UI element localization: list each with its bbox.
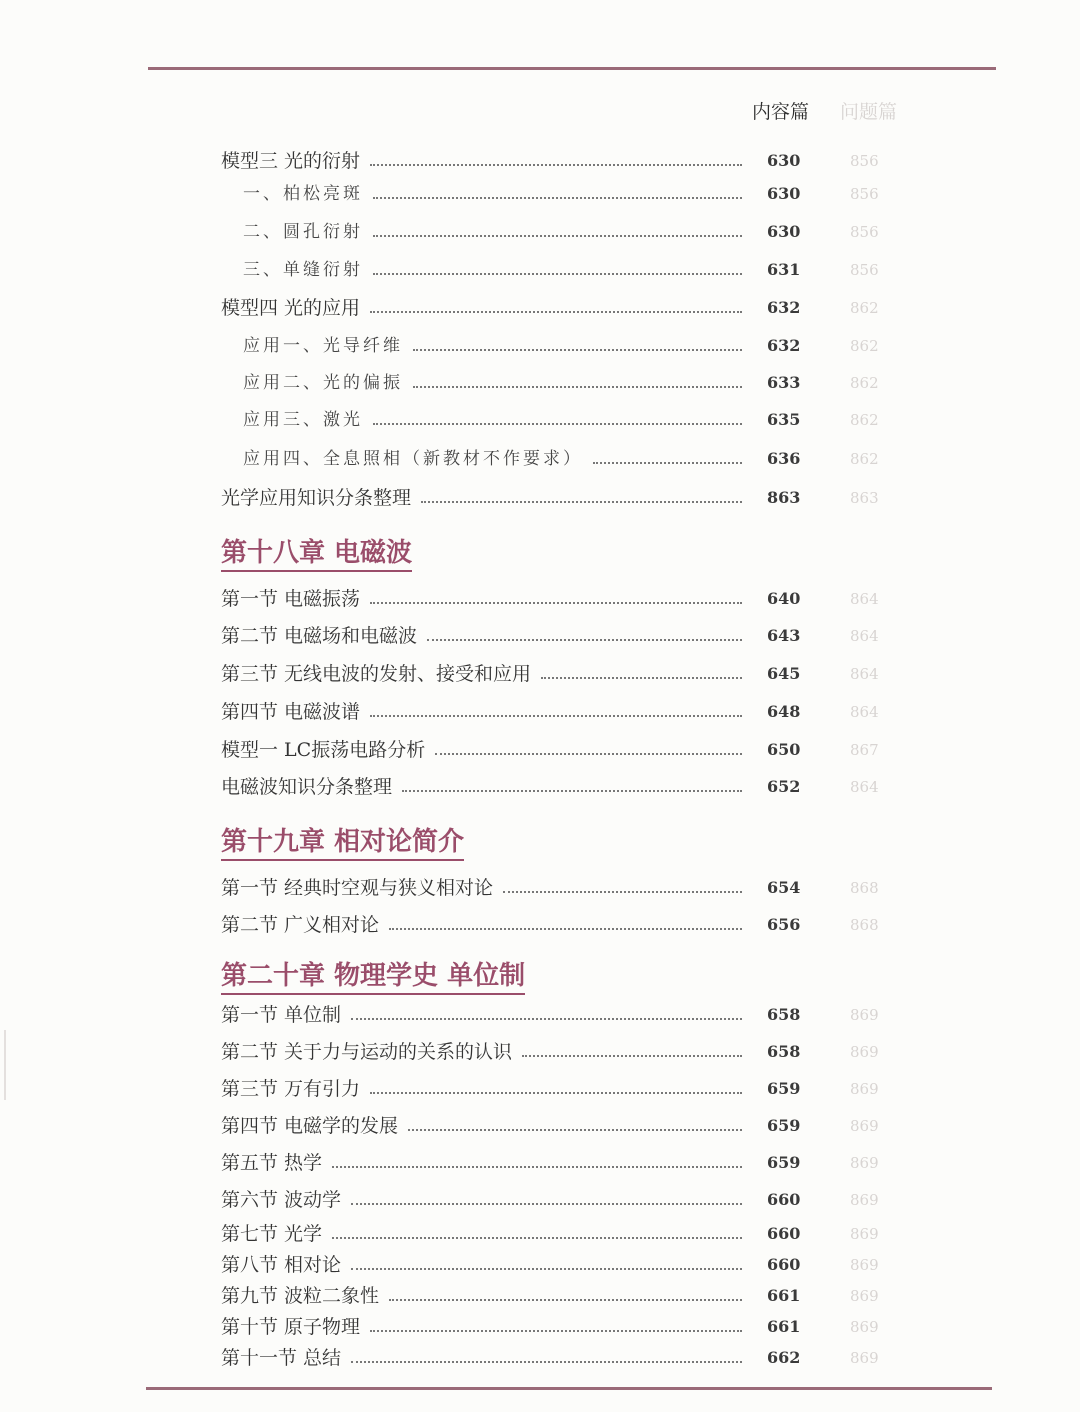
toc-entry bbox=[0, 587, 1080, 611]
page-number-content: 659 bbox=[767, 1153, 801, 1172]
entry-title: 模型四 光的应用 bbox=[221, 297, 361, 319]
dot-leader bbox=[593, 462, 742, 464]
page-number-content: 633 bbox=[767, 373, 801, 392]
page-number-content: 636 bbox=[767, 449, 801, 468]
dot-leader bbox=[435, 753, 742, 755]
page-number-questions: 869 bbox=[850, 1225, 879, 1243]
page-number-content: 652 bbox=[767, 777, 801, 796]
page-number-content: 632 bbox=[767, 298, 801, 317]
dot-leader bbox=[351, 1203, 742, 1205]
page-number-content: 635 bbox=[767, 410, 801, 429]
page-number-content: 660 bbox=[767, 1190, 801, 1209]
entry-title: 第六节 波动学 bbox=[221, 1189, 342, 1211]
toc-entry bbox=[0, 1040, 1080, 1064]
dot-leader bbox=[541, 677, 742, 679]
entry-title: 应用一、光导纤维 bbox=[243, 336, 403, 356]
dot-leader bbox=[413, 349, 742, 351]
dot-leader bbox=[373, 197, 742, 199]
dot-leader bbox=[370, 1092, 742, 1094]
toc-entry bbox=[0, 738, 1080, 762]
toc-entry bbox=[0, 486, 1080, 510]
entry-title: 第一节 单位制 bbox=[221, 1004, 342, 1026]
page-number-content: 643 bbox=[767, 626, 801, 645]
page-number-questions: 864 bbox=[850, 703, 879, 721]
column-header-content: 内容篇 bbox=[752, 101, 810, 123]
page-number-questions: 869 bbox=[850, 1191, 879, 1209]
toc-entry bbox=[0, 1222, 1080, 1246]
page-number-questions: 868 bbox=[850, 879, 879, 897]
chapter-heading: 第十九章 相对论简介 bbox=[221, 826, 464, 861]
entry-title: 第十一节 总结 bbox=[221, 1347, 342, 1369]
toc-entry bbox=[0, 149, 1080, 173]
page-number-questions: 869 bbox=[850, 1256, 879, 1274]
dot-leader bbox=[427, 639, 742, 641]
dot-leader bbox=[351, 1361, 742, 1363]
toc-subentry bbox=[0, 220, 1080, 244]
page-number-questions: 864 bbox=[850, 665, 879, 683]
entry-title: 第七节 光学 bbox=[221, 1223, 323, 1245]
page-number-content: 630 bbox=[767, 184, 801, 203]
toc-entry bbox=[0, 1151, 1080, 1175]
entry-title: 应用四、全息照相（新教材不作要求） bbox=[243, 449, 583, 469]
dot-leader bbox=[408, 1129, 742, 1131]
page-number-questions: 862 bbox=[850, 374, 879, 392]
dot-leader bbox=[413, 386, 742, 388]
dot-leader bbox=[351, 1018, 742, 1020]
page-number-content: 863 bbox=[767, 488, 801, 507]
page-number-questions: 864 bbox=[850, 778, 879, 796]
page-number-content: 661 bbox=[767, 1286, 801, 1305]
page-number-questions: 869 bbox=[850, 1006, 879, 1024]
page-number-questions: 869 bbox=[850, 1318, 879, 1336]
entry-title: 应用三、激光 bbox=[243, 410, 363, 430]
dot-leader bbox=[389, 1299, 742, 1301]
toc-entry bbox=[0, 1003, 1080, 1027]
page-number-content: 648 bbox=[767, 702, 801, 721]
page-number-questions: 869 bbox=[850, 1287, 879, 1305]
dot-leader bbox=[373, 235, 742, 237]
toc-subentry bbox=[0, 182, 1080, 206]
dot-leader bbox=[389, 928, 742, 930]
entry-title: 第一节 经典时空观与狭义相对论 bbox=[221, 877, 494, 899]
page-number-content: 632 bbox=[767, 336, 801, 355]
dot-leader bbox=[421, 501, 742, 503]
entry-title: 一、柏松亮斑 bbox=[243, 184, 363, 204]
page-number-questions: 869 bbox=[850, 1154, 879, 1172]
entry-title: 第五节 热学 bbox=[221, 1152, 323, 1174]
page-number-content: 659 bbox=[767, 1116, 801, 1135]
toc-entry bbox=[0, 913, 1080, 937]
dot-leader bbox=[351, 1268, 742, 1270]
entry-title: 光学应用知识分条整理 bbox=[221, 487, 412, 509]
toc-entry bbox=[0, 1077, 1080, 1101]
page-number-questions: 868 bbox=[850, 916, 879, 934]
dot-leader bbox=[373, 273, 742, 275]
toc-entry bbox=[0, 624, 1080, 648]
page-number-questions: 862 bbox=[850, 411, 879, 429]
entry-title: 第二节 关于力与运动的关系的认识 bbox=[221, 1041, 513, 1063]
page-number-questions: 869 bbox=[850, 1349, 879, 1367]
dot-leader bbox=[370, 1330, 742, 1332]
page-number-questions: 856 bbox=[850, 152, 879, 170]
page-number-questions: 867 bbox=[850, 741, 879, 759]
page-number-content: 656 bbox=[767, 915, 801, 934]
dot-leader bbox=[370, 602, 742, 604]
page-number-questions: 862 bbox=[850, 299, 879, 317]
toc-subentry bbox=[0, 447, 1080, 471]
toc-subentry bbox=[0, 334, 1080, 358]
top-divider bbox=[148, 67, 996, 70]
entry-title: 第三节 万有引力 bbox=[221, 1078, 361, 1100]
dot-leader bbox=[370, 311, 742, 313]
toc-entry bbox=[0, 296, 1080, 320]
toc-entry bbox=[0, 700, 1080, 724]
entry-title: 第四节 电磁学的发展 bbox=[221, 1115, 399, 1137]
page-number-content: 658 bbox=[767, 1005, 801, 1024]
page-number-questions: 869 bbox=[850, 1043, 879, 1061]
page-number-content: 659 bbox=[767, 1079, 801, 1098]
entry-title: 电磁波知识分条整理 bbox=[221, 776, 393, 798]
entry-title: 第二节 广义相对论 bbox=[221, 914, 380, 936]
dot-leader bbox=[332, 1166, 742, 1168]
entry-title: 第一节 电磁振荡 bbox=[221, 588, 361, 610]
column-header-questions: 问题篇 bbox=[840, 101, 898, 123]
entry-title: 二、圆孔衍射 bbox=[243, 222, 363, 242]
scan-edge-mark bbox=[4, 1030, 6, 1100]
bottom-divider bbox=[146, 1387, 992, 1390]
page-number-content: 660 bbox=[767, 1224, 801, 1243]
page-number-content: 654 bbox=[767, 878, 801, 897]
entry-title: 第四节 电磁波谱 bbox=[221, 701, 361, 723]
page-number-questions: 869 bbox=[850, 1080, 879, 1098]
entry-title: 第三节 无线电波的发射、接受和应用 bbox=[221, 663, 532, 685]
page-number-content: 661 bbox=[767, 1317, 801, 1336]
toc-entry bbox=[0, 1188, 1080, 1212]
page-number-questions: 863 bbox=[850, 489, 879, 507]
entry-title: 第二节 电磁场和电磁波 bbox=[221, 625, 418, 647]
page-number-questions: 856 bbox=[850, 261, 879, 279]
entry-title: 模型一 LC振荡电路分析 bbox=[221, 739, 426, 761]
dot-leader bbox=[402, 790, 742, 792]
page-number-questions: 856 bbox=[850, 223, 879, 241]
page-number-content: 650 bbox=[767, 740, 801, 759]
dot-leader bbox=[370, 164, 742, 166]
dot-leader bbox=[373, 423, 742, 425]
entry-title: 第九节 波粒二象性 bbox=[221, 1285, 380, 1307]
page-number-content: 660 bbox=[767, 1255, 801, 1274]
chapter-heading: 第二十章 物理学史 单位制 bbox=[221, 960, 525, 995]
toc-subentry bbox=[0, 258, 1080, 282]
toc-entry bbox=[0, 876, 1080, 900]
page-number-content: 658 bbox=[767, 1042, 801, 1061]
entry-title: 模型三 光的衍射 bbox=[221, 150, 361, 172]
toc-entry bbox=[0, 662, 1080, 686]
dot-leader bbox=[522, 1055, 742, 1057]
page-number-questions: 856 bbox=[850, 185, 879, 203]
toc-entry bbox=[0, 1284, 1080, 1308]
dot-leader bbox=[370, 715, 742, 717]
page-number-questions: 862 bbox=[850, 450, 879, 468]
page-number-content: 630 bbox=[767, 222, 801, 241]
entry-title: 应用二、光的偏振 bbox=[243, 373, 403, 393]
toc-entry bbox=[0, 775, 1080, 799]
page-number-content: 631 bbox=[767, 260, 801, 279]
page-number-questions: 864 bbox=[850, 627, 879, 645]
chapter-heading: 第十八章 电磁波 bbox=[221, 537, 412, 572]
toc-entry bbox=[0, 1346, 1080, 1370]
toc-subentry bbox=[0, 408, 1080, 432]
toc-entry bbox=[0, 1114, 1080, 1138]
page-number-content: 662 bbox=[767, 1348, 801, 1367]
toc-subentry bbox=[0, 371, 1080, 395]
page-number-questions: 862 bbox=[850, 337, 879, 355]
toc-entry bbox=[0, 1253, 1080, 1277]
dot-leader bbox=[503, 891, 742, 893]
entry-title: 第八节 相对论 bbox=[221, 1254, 342, 1276]
page-number-content: 630 bbox=[767, 151, 801, 170]
page-number-content: 640 bbox=[767, 589, 801, 608]
page-number-questions: 864 bbox=[850, 590, 879, 608]
dot-leader bbox=[332, 1237, 742, 1239]
entry-title: 三、单缝衍射 bbox=[243, 260, 363, 280]
toc-entry bbox=[0, 1315, 1080, 1339]
entry-title: 第十节 原子物理 bbox=[221, 1316, 361, 1338]
page-number-questions: 869 bbox=[850, 1117, 879, 1135]
page-number-content: 645 bbox=[767, 664, 801, 683]
